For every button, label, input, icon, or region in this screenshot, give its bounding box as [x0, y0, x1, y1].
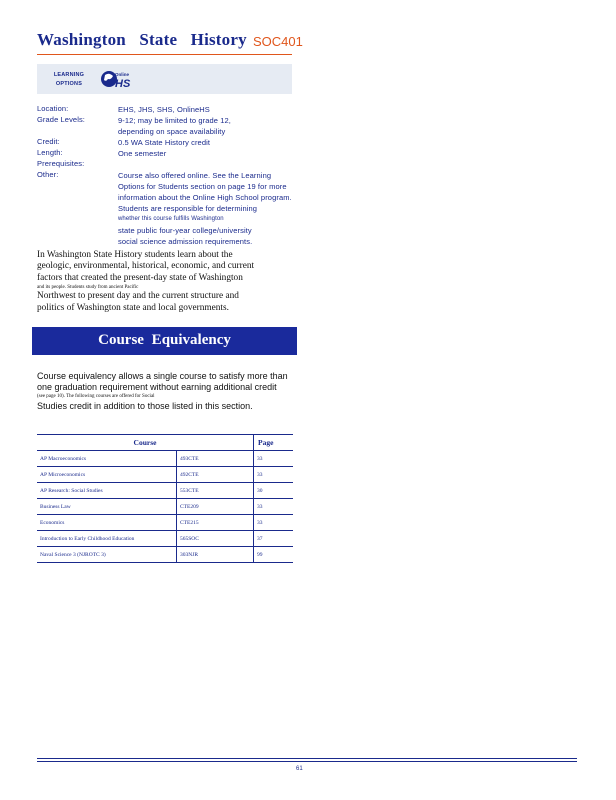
grade-levels-label: Grade Levels: [37, 115, 85, 124]
course-code-cell: CTE215 [177, 515, 254, 531]
logo-top-text: Online [115, 72, 130, 77]
course-name-cell: Economics [37, 515, 177, 531]
other-label: Other: [37, 170, 59, 179]
course-code-cell: 303NJR [177, 547, 254, 563]
course-name-cell: Business Law [37, 499, 177, 515]
learning-options-bar [37, 64, 292, 94]
table-row [37, 547, 293, 563]
description-line6: politics of Washington state and local governments. [37, 302, 229, 313]
equivalency-line1: Course equivalency allows a single course to satisfy more than [37, 371, 288, 381]
course-description [37, 250, 299, 314]
page-title: Washington State History [37, 30, 247, 49]
length-value: One semester [118, 149, 167, 158]
other-value [118, 170, 298, 247]
course-code-cell: 565SOC [177, 531, 254, 547]
length-label: Length: [37, 148, 63, 157]
table-row [37, 451, 293, 467]
credit-value: 0.5 WA State History credit [118, 138, 211, 147]
equivalency-line3: (see page 10). The following courses are offered for Social [37, 394, 155, 399]
description-line5: Northwest to present day and the current structure and [37, 291, 239, 302]
course-name-cell: AP Research: Social Studies [37, 483, 177, 499]
learning-options-label [49, 71, 89, 89]
table-row [37, 467, 293, 483]
other-line3: information about the Online High School program. [118, 193, 292, 202]
location-label: Location: [37, 104, 69, 113]
table-row [37, 483, 293, 499]
course-name-cell: Naval Science 3 (NJROTC 3) [37, 547, 177, 563]
online-hs-logo-icon [100, 68, 134, 90]
footer-rule-top [37, 758, 577, 759]
footer-rule-bottom [37, 761, 577, 762]
table-row [37, 499, 293, 515]
course-equivalency-heading: Course Equivalency [98, 332, 231, 348]
course-name-cell: AP Microeconomics [37, 467, 177, 483]
column-header-course: Course [37, 435, 254, 451]
grade-levels-line1: 9-12; may be limited to grade 12, [118, 116, 231, 125]
course-code-cell: 493CTE [177, 451, 254, 467]
other-line4: Students are responsible for determining [118, 204, 258, 213]
course-page-cell: 99 [254, 547, 294, 563]
table-row [37, 515, 293, 531]
course-name-cell: AP Macroeconomics [37, 451, 177, 467]
page-number: 61 [296, 766, 303, 772]
course-page-cell: 37 [254, 531, 294, 547]
course-page-cell: 30 [254, 483, 294, 499]
course-equivalency-table [37, 434, 293, 563]
other-line7: social science admission requirements. [118, 237, 253, 246]
title-divider [37, 54, 292, 55]
course-code-cell: CTE209 [177, 499, 254, 515]
course-page-cell: 33 [254, 499, 294, 515]
grade-levels-line2: depending on space availability [118, 127, 226, 136]
course-code-cell: 492CTE [177, 467, 254, 483]
course-code: SOC401 [253, 34, 303, 49]
grade-levels-value [118, 115, 298, 137]
course-code-cell: 553CTE [177, 483, 254, 499]
course-equivalency-text [37, 371, 299, 412]
description-line1: In Washington State History students learn about the [37, 250, 233, 260]
course-page-cell: 33 [254, 451, 294, 467]
description-line3: factors that created the present-day state of Washington [37, 272, 243, 283]
equivalency-line4: Studies credit in addition to those listed in this section. [37, 401, 253, 411]
description-line2: geologic, environmental, historical, economic, and current [37, 261, 255, 272]
column-header-page: Page [254, 435, 294, 451]
course-name-cell: Introduction to Early Childhood Education [37, 531, 177, 547]
course-page-cell: 33 [254, 515, 294, 531]
other-line5: whether this course fulfills Washington [118, 216, 224, 222]
other-line1: Course also offered online. See the Learning [118, 171, 272, 180]
equivalency-line2: one graduation requirement without earning additional credit [37, 382, 277, 392]
other-line2: Options for Students section on page 19 for more [118, 182, 287, 191]
location-value: EHS, JHS, SHS, OnlineHS [118, 105, 210, 114]
table-header-row [37, 435, 293, 451]
course-page-cell: 33 [254, 467, 294, 483]
learning-options-label-line2: OPTIONS [55, 81, 83, 87]
table-row [37, 531, 293, 547]
credit-label: Credit: [37, 137, 60, 146]
description-line4: and its people. Students study from ancient Pacific [37, 285, 139, 291]
logo-main-text: HS [115, 78, 131, 90]
course-equivalency-banner [32, 327, 297, 355]
other-line6: state public four-year college/university [118, 226, 252, 235]
prerequisites-label: Prerequisites: [37, 159, 85, 168]
learning-options-label-line1: LEARNING [53, 72, 85, 78]
